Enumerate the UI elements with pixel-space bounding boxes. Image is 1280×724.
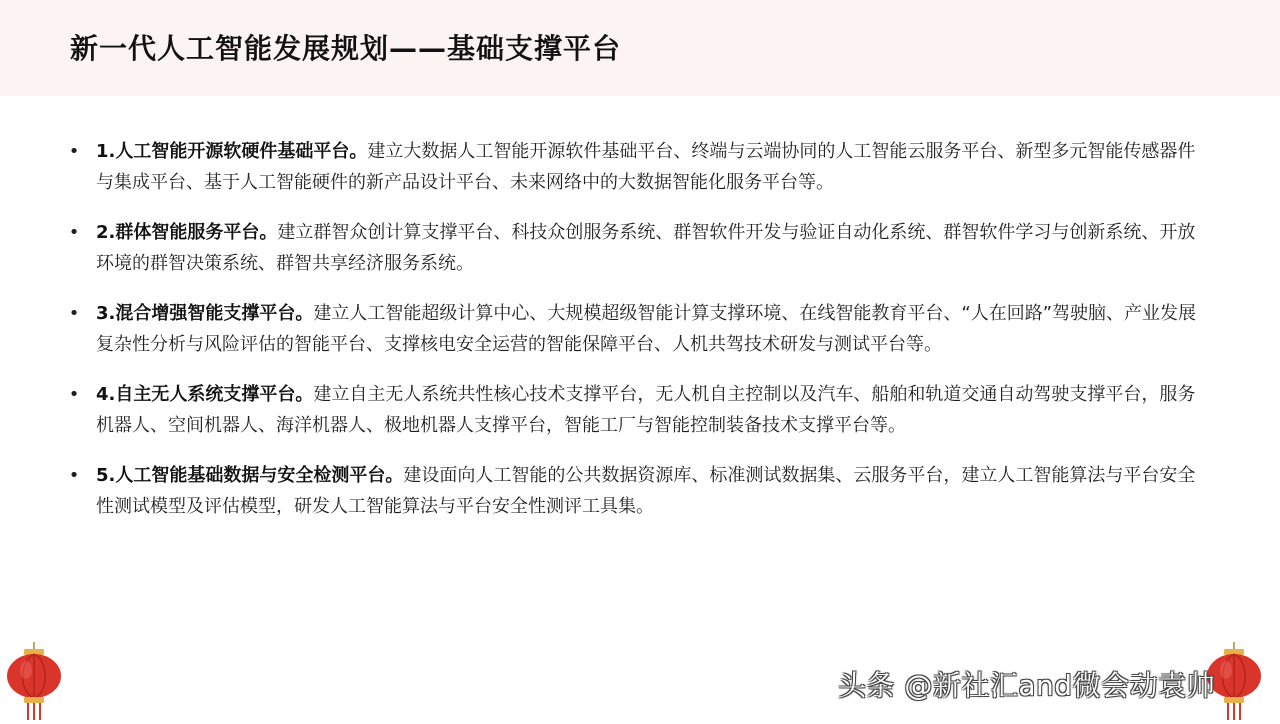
bullet-list <box>68 136 1208 541</box>
item-text: 建立人工智能超级计算中心、大规模超级智能计算支撑环境、在线智能教育平台、“人在回路”驾驶脑、产业发展复杂性分析与风险评估的智能平台、支撑核电安全运营的智能保障平台、人机共驾技术研发与测试平台等。 <box>96 303 1197 355</box>
item-text: 建立群智众创计算支撑平台、科技众创服务系统、群智软件开发与验证自动化系统、群智软件学习与创新系统、开放环境的群智决策系统、群智共享经济服务系统。 <box>96 222 1196 274</box>
item-heading: 5.人工智能基础数据与安全检测平台。 <box>96 465 404 486</box>
list-item <box>68 298 1208 360</box>
item-heading: 3.混合增强智能支撑平台。 <box>96 303 314 324</box>
watermark: 头条 @新社汇and微会动袁帅 <box>838 669 1216 702</box>
list-item <box>68 379 1208 441</box>
bullet-icon: • <box>68 222 80 243</box>
item-text: 建立大数据人工智能开源软件基础平台、终端与云端协同的人工智能云服务平台、新型多元智能传感器件与集成平台、基于人工智能硬件的新产品设计平台、未来网络中的大数据智能化服务平台等。 <box>96 141 1196 193</box>
item-heading: 4.自主无人系统支撑平台。 <box>96 384 314 405</box>
list-item <box>68 217 1208 279</box>
item-text: 建立自主无人系统共性核心技术支撑平台，无人机自主控制以及汽车、船舶和轨道交通自动驾驶支撑平台，服务机器人、空间机器人、海洋机器人、极地机器人支撑平台，智能工厂与智能控制装备技术支撑平台等。 <box>96 384 1196 436</box>
item-heading: 2.群体智能服务平台。 <box>96 222 278 243</box>
bullet-icon: • <box>68 141 80 162</box>
bullet-icon: • <box>68 384 80 405</box>
item-text: 建设面向人工智能的公共数据资源库、标准测试数据集、云服务平台，建立人工智能算法与平台安全性测试模型及评估模型，研发人工智能算法与平台安全性测评工具集。 <box>96 465 1196 517</box>
list-item <box>68 460 1208 522</box>
item-heading: 1.人工智能开源软硬件基础平台。 <box>96 141 368 162</box>
bullet-icon: • <box>68 465 80 486</box>
lantern-icon <box>4 642 64 724</box>
list-item <box>68 136 1208 198</box>
bullet-icon: • <box>68 303 80 324</box>
slide-title: 新一代人工智能发展规划——基础支撑平台 <box>70 32 622 65</box>
